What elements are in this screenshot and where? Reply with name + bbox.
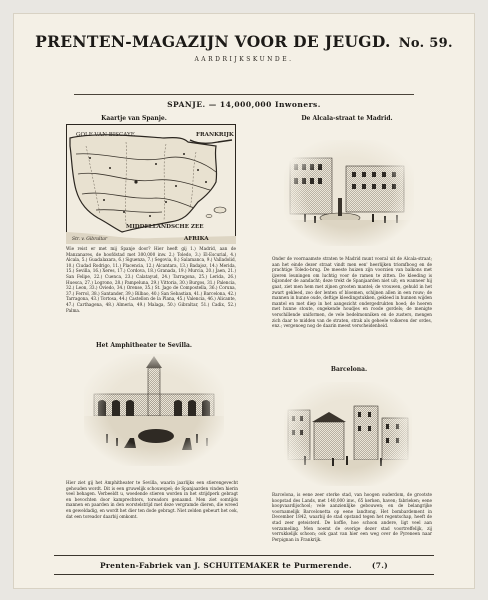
alcala-street-engraving — [284, 140, 414, 246]
publisher-line: Prenten-Fabriek van J. SCHUITEMAKER te Purmerende. — [99, 561, 352, 570]
amphitheatre-description: Hier ziet gij het Amphitheater te Sevilla, waarin jaarlijks een stierengevecht gehouden wordt. Dit is een gruwelijk schouwspel; de Spanjaarden vinden hierin veel behagen. Verbeeldt u, woedende stieren worden in het strijdperk gebragt en bevochten door kamprechters, toreadors genaamd. Men ziet somtijds mannen en paarden in den worstelstrijd met deze vergramde dieren, die wreed en geweldadig, en wordt het dier ten dode gebragt. Niet zelden gebeurt het ook, dat een toreador daarbij omkomt. — [66, 480, 239, 519]
map-label-africa: AFRIKA — [184, 236, 209, 242]
section-heading: SPANJE. — 14,000,000 Inwoners. — [167, 100, 321, 109]
barcelona-caption: Barcelona. — [330, 366, 368, 373]
map-label-strait: Str. v. Gibraltar — [72, 237, 108, 242]
map-caption: Kaartje van Spanje. — [101, 115, 167, 122]
alcala-caption: De Alcala-straat te Madrid. — [301, 115, 393, 122]
sheet-number: No. 59. — [398, 36, 453, 51]
barcelona-engraving — [284, 382, 412, 486]
map-label-sea: MIDDELLANDSCHE ZEE — [126, 224, 204, 230]
page-title — [14, 32, 474, 51]
alcala-description: Onder de voornaamste straten te Madrid munt vooral uit de Alcala-straat; aan het einde dezer straat vindt men een' heerlijken triomfboog en de prachtige Toledo-brug. De meeste huizen zijn voorzien van balkons met ijzeren leuningen om luchtig voor de ramen te zitten. De kleeding is bijzonder de aandacht; deze trekt de Spanjaarden niet uit; en wanneer hij gaat, ziet men hem met zijnen grooten mantel; de vrouwen, gehuld in het zwart gekleed, zoo der lenten of bloemen, schijnen allen in een rouw; de mannen in hunne oude, deftige kleedingstukken, gekleed in hunnen wijden mantel en met diep in het aangezicht ondergedrukten hoed; de hoeren met hunne stoute, ongekende houdjes en roode gordels; de menigte verschillende uniformen, de vele bedelmonniken en de zusters, mengen zich daar te midden van de straten, strak als geheele volkeren der ordes, enz.; vergenoeg nog de daarin meest verscheidenheid. — [272, 256, 433, 329]
print-sheet — [14, 14, 474, 588]
amphitheatre-caption: Het Amphitheater te Sevilla. — [96, 342, 192, 349]
footer-rule-bottom — [54, 574, 434, 575]
amphitheatre-engraving — [84, 354, 224, 466]
footer — [14, 561, 474, 570]
barcelona-description: Barcelona, is eene zeer sterke stad, van hoogen ouderdom, de grootste koopstad des Lands, met 140,000 inw., 65 kerken, haven; fabrieken; eene koopvaardijschool; vele aanzienlijke gebouwen; en de belangrijke voornamelijk Barcelonetta op eene landtong. Het bombardement in December 1842, waarbij de stad opstand tegen het regentschap, heeft de stad zeer geteisterd. De koffie, hoe schoon andere, ligt veel aan verzameling. Men noemt de overige dezer stad voortreffelijk, zij verrukkelijk schoon; ook gaat van hier een weg over de Pyreneen naar Perpignan in Frankrijk. — [272, 492, 432, 542]
footer-rule-top — [54, 555, 434, 556]
map-label-gulf: GOLF VAN BISCAYE — [76, 132, 135, 138]
map-description: Wie reist er met mij Spanje door? Hier heeft gij 1.) Madrid, aan de Manzanares, de hoofdstad met 300,000 inw. 2.) Toledo, 3.) El-Escurial, 4.) Alcala, 5.) Guadalaxara, 6.) Siguenza, 7.) Segovia, 8.) Salamanca, 9.) Valladolid, 10.) Ciudad Rodrigo, 11.) Placencia, 12.) Alcantara, 13.) Badajoz, 14.) Merida, 15.) Sevilla, 16.) Xeres, 17.) Cordova, 18.) Granada, 19.) Murcia, 20.) Jaen, 21.) San Felipe, 22.) Cuenca, 23.) Calatayud, 24.) Tarragona, 25.) Lerida, 26.) Huesca, 27.) Logrono, 28.) Pampeluna, 29.) Vittoria, 30.) Burgos, 31.) Palencia, 32.) Leon, 33.) Oviedo, 34.) Orense, 35.) St. Jago de Compostella, 36.) Coruna, 37.) Ferrol, 38.) Santander, 39.) Bilbao, 40.) San Sebastian, 41.) Barcelona, 42.) Tarragona, 43.) Tortosa, 44.) Castellon de la Plana, 45.) Valencia, 46.) Alicante, 47.) Carthagena, 48.) Almeria, 49.) Malaga, 50.) Gibraltar, 51.) Cadix, 52.) Palma. — [66, 246, 236, 313]
footer-number: (7.) — [371, 561, 389, 570]
subject-heading: AARDRIJKSKUNDE. — [194, 56, 294, 63]
header-rule — [74, 94, 414, 95]
title-text: PRENTEN-MAGAZIJN VOOR DE JEUGD. — [35, 32, 391, 51]
spain-map — [66, 124, 236, 244]
map-label-france: FRANKRIJK — [196, 132, 234, 138]
